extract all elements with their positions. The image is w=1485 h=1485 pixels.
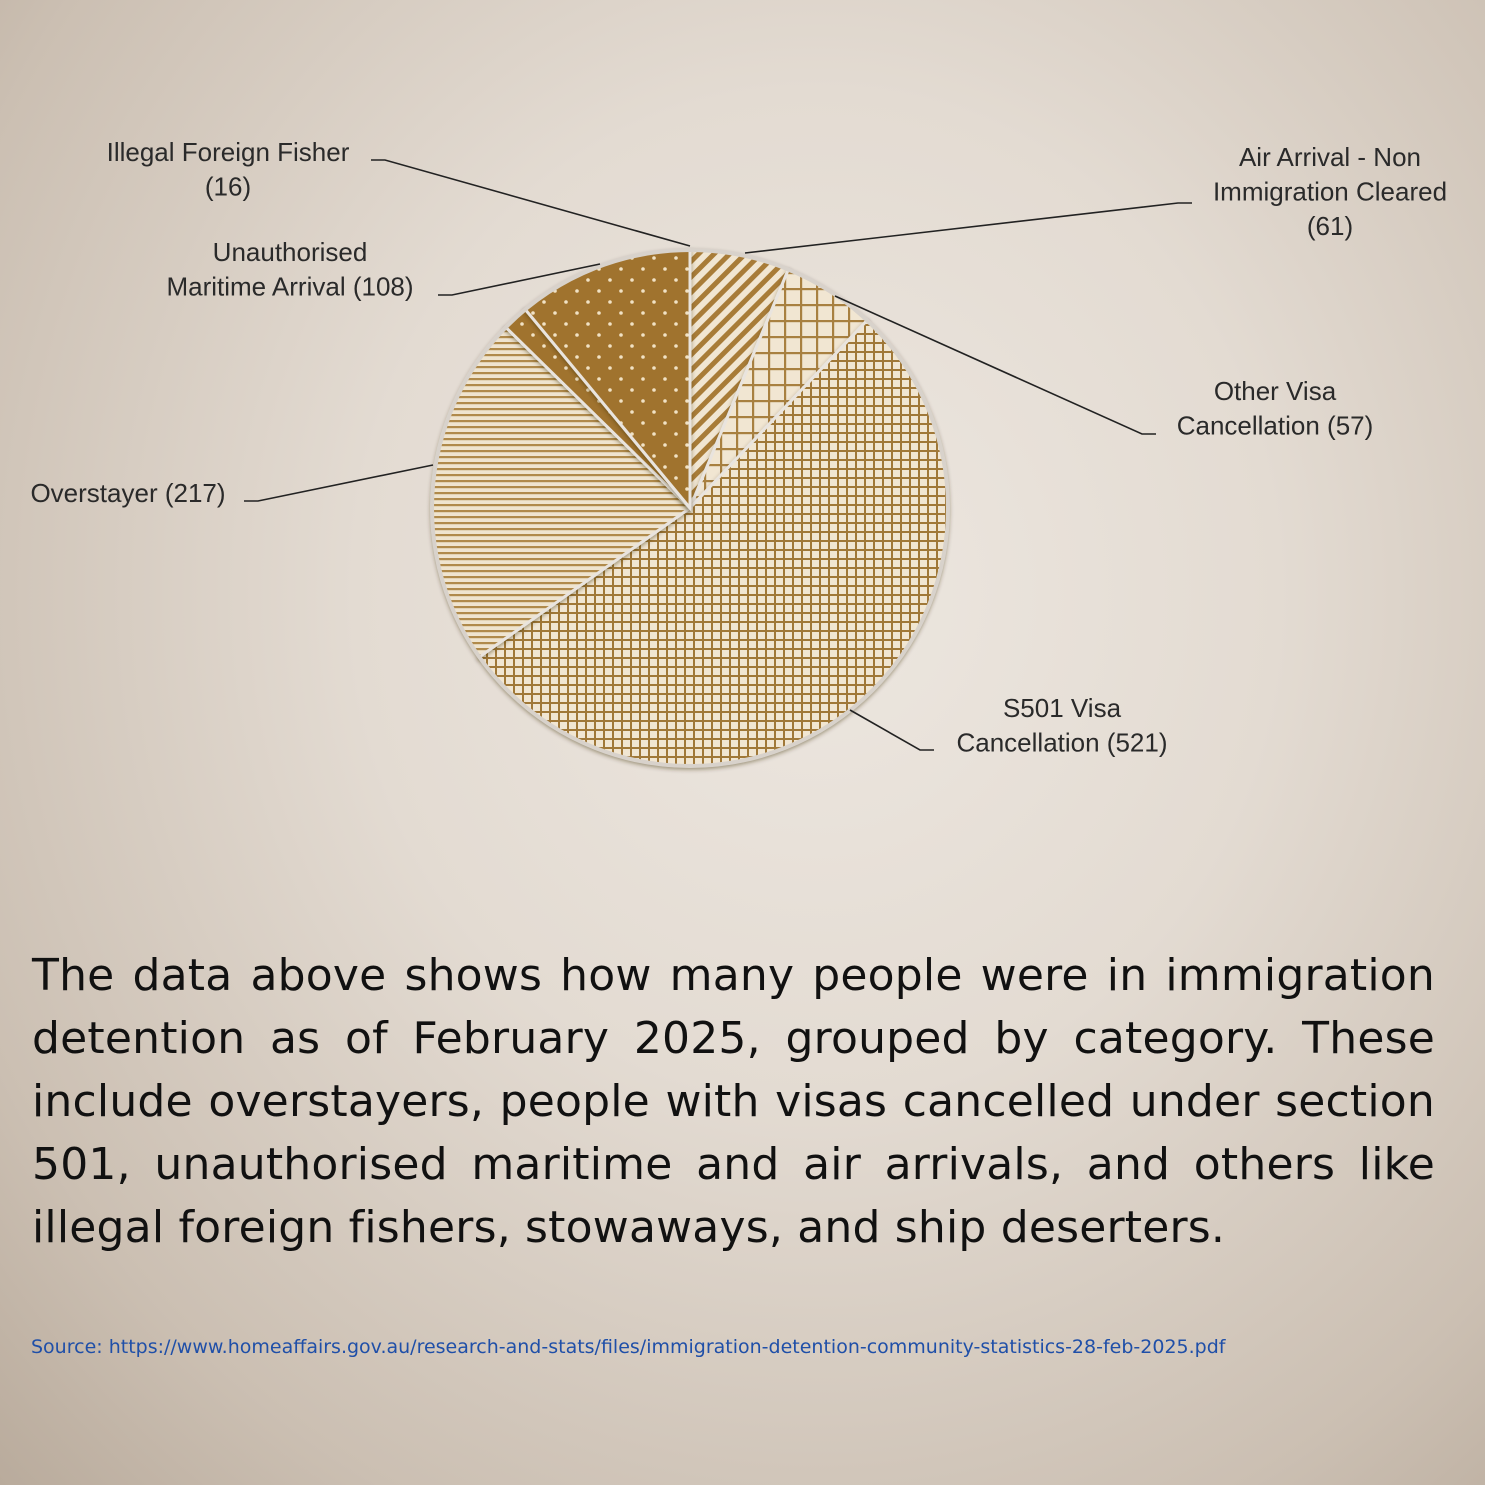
caption-text: The data above shows how many people were in immigration detention as of February 2025, grouped by category. These include overstayers, people with visas cancelled under section 501, unauthorised maritime and air arrivals, and others like illegal foreign fishers, stowaways, and ship deserters. <box>32 950 1435 1253</box>
slice-label-illegal-foreign-fisher: Illegal Foreign Fisher (16) <box>106 137 350 202</box>
slice-label-unauthorised-maritime-arrival: Unauthorised Maritime Arrival (108) <box>166 237 414 302</box>
slice-label-other-visa-cancellation: Other Visa Cancellation (57) <box>1176 376 1374 441</box>
slice-label-s501-visa-cancellation: S501 Visa Cancellation (521) <box>956 693 1168 758</box>
source-link[interactable]: Source: https://www.homeaffairs.gov.au/research-and-stats/files/immigration-detention-community-statistics-28-feb-2025.pdf <box>31 1336 1226 1358</box>
leader-line-s501-visa-cancellation <box>850 710 934 750</box>
slice-label-air-arrival: Air Arrival - Non Immigration Cleared (61) <box>1212 142 1448 241</box>
slice-label-overstayer: Overstayer (217) <box>30 478 226 508</box>
leader-line-illegal-foreign-fisher <box>371 160 690 246</box>
pie-slices <box>432 250 948 766</box>
leader-line-air-arrival <box>745 203 1192 253</box>
leader-line-overstayer <box>244 465 433 501</box>
